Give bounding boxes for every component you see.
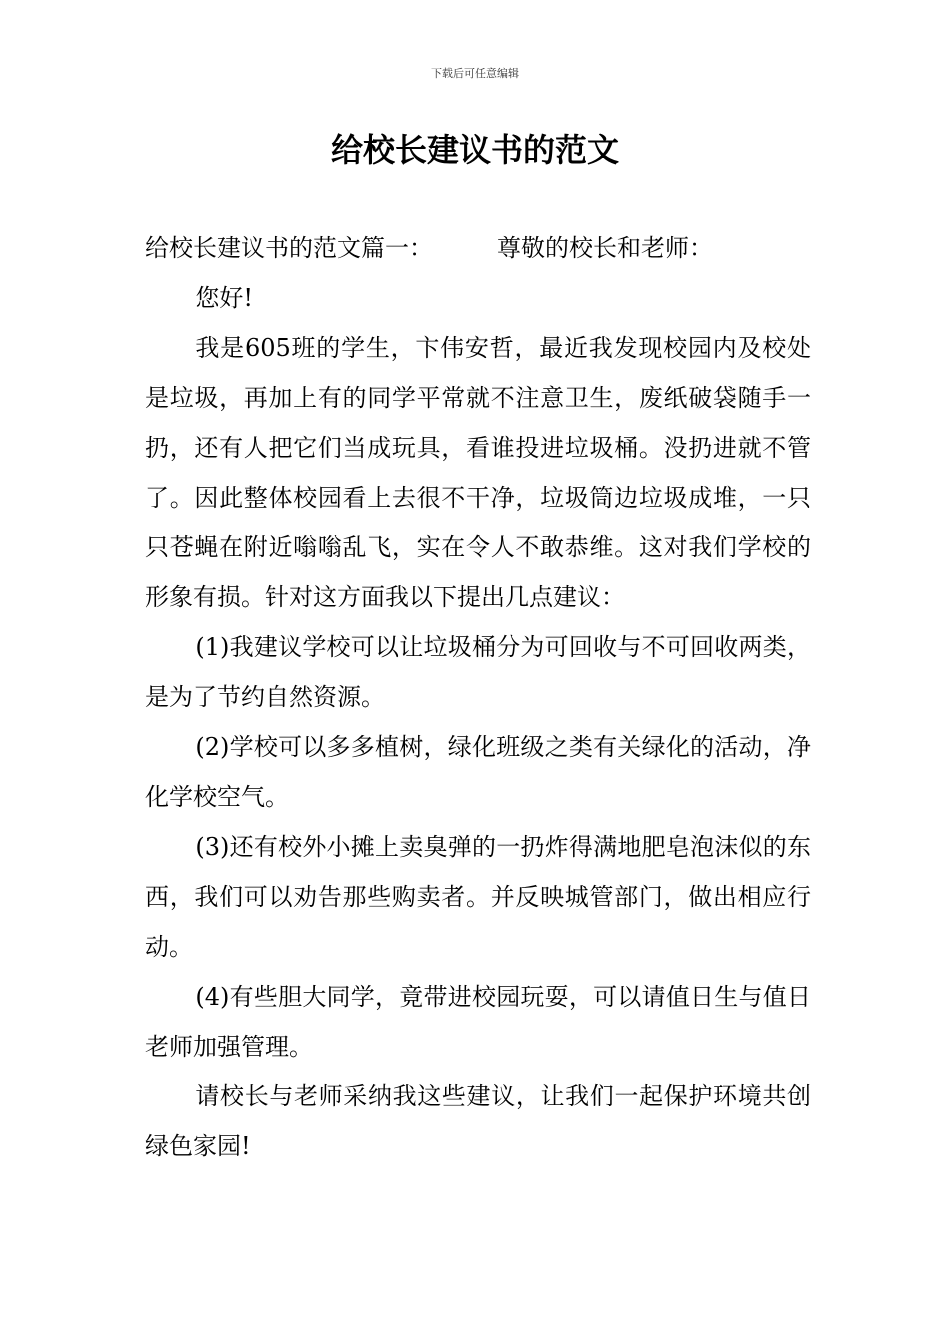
- document-title: 给校长建议书的范文: [330, 131, 619, 169]
- salutation: 尊敬的校长和老师：: [497, 234, 713, 262]
- suggestion-paragraph-2: (2)学校可以多多植树，绿化班级之类有关绿化的活动，净化学校空气。: [145, 733, 811, 811]
- greeting-paragraph: 您好!: [195, 283, 254, 312]
- part-label: 给校长建议书的范文篇一：: [145, 234, 433, 262]
- suggestion-paragraph-4: (4)有些胆大同学，竟带进校园玩耍，可以请值日生与值日老师加强管理。: [145, 982, 811, 1061]
- opening-line: [145, 224, 811, 274]
- suggestion-paragraph-3: (3)还有校外小摊上卖臭弹的一扔炸得满地肥皂泡沫似的东西，我们可以劝告那些购卖者。并反映城管部门，做出相应行动。: [145, 832, 811, 961]
- body-paragraph-intro: 我是605班的学生，卞伟安哲，最近我发现校园内及校处是垃圾，再加上有的同学平常就不注意卫生，废纸破袋随手一扔，还有人把它们当成玩具，看谁投进垃圾桶。没扔进就不管了。因此整体校园看上去很不干净，垃圾筒边垃圾成堆，一只只苍蝇在附近嗡嗡乱飞，实在令人不敢恭维。这对我们学校的形象有损。针对这方面我以下提出几点建议：: [145, 333, 811, 612]
- suggestion-paragraph-1: (1)我建议学校可以让垃圾桶分为可回收与不可回收两类，是为了节约自然资源。: [145, 633, 811, 712]
- document-body: [145, 224, 811, 1172]
- header-note: 下载后可任意编辑: [431, 67, 519, 80]
- closing-paragraph: 请校长与老师采纳我这些建议，让我们一起保护环境共创绿色家园!: [145, 1082, 811, 1161]
